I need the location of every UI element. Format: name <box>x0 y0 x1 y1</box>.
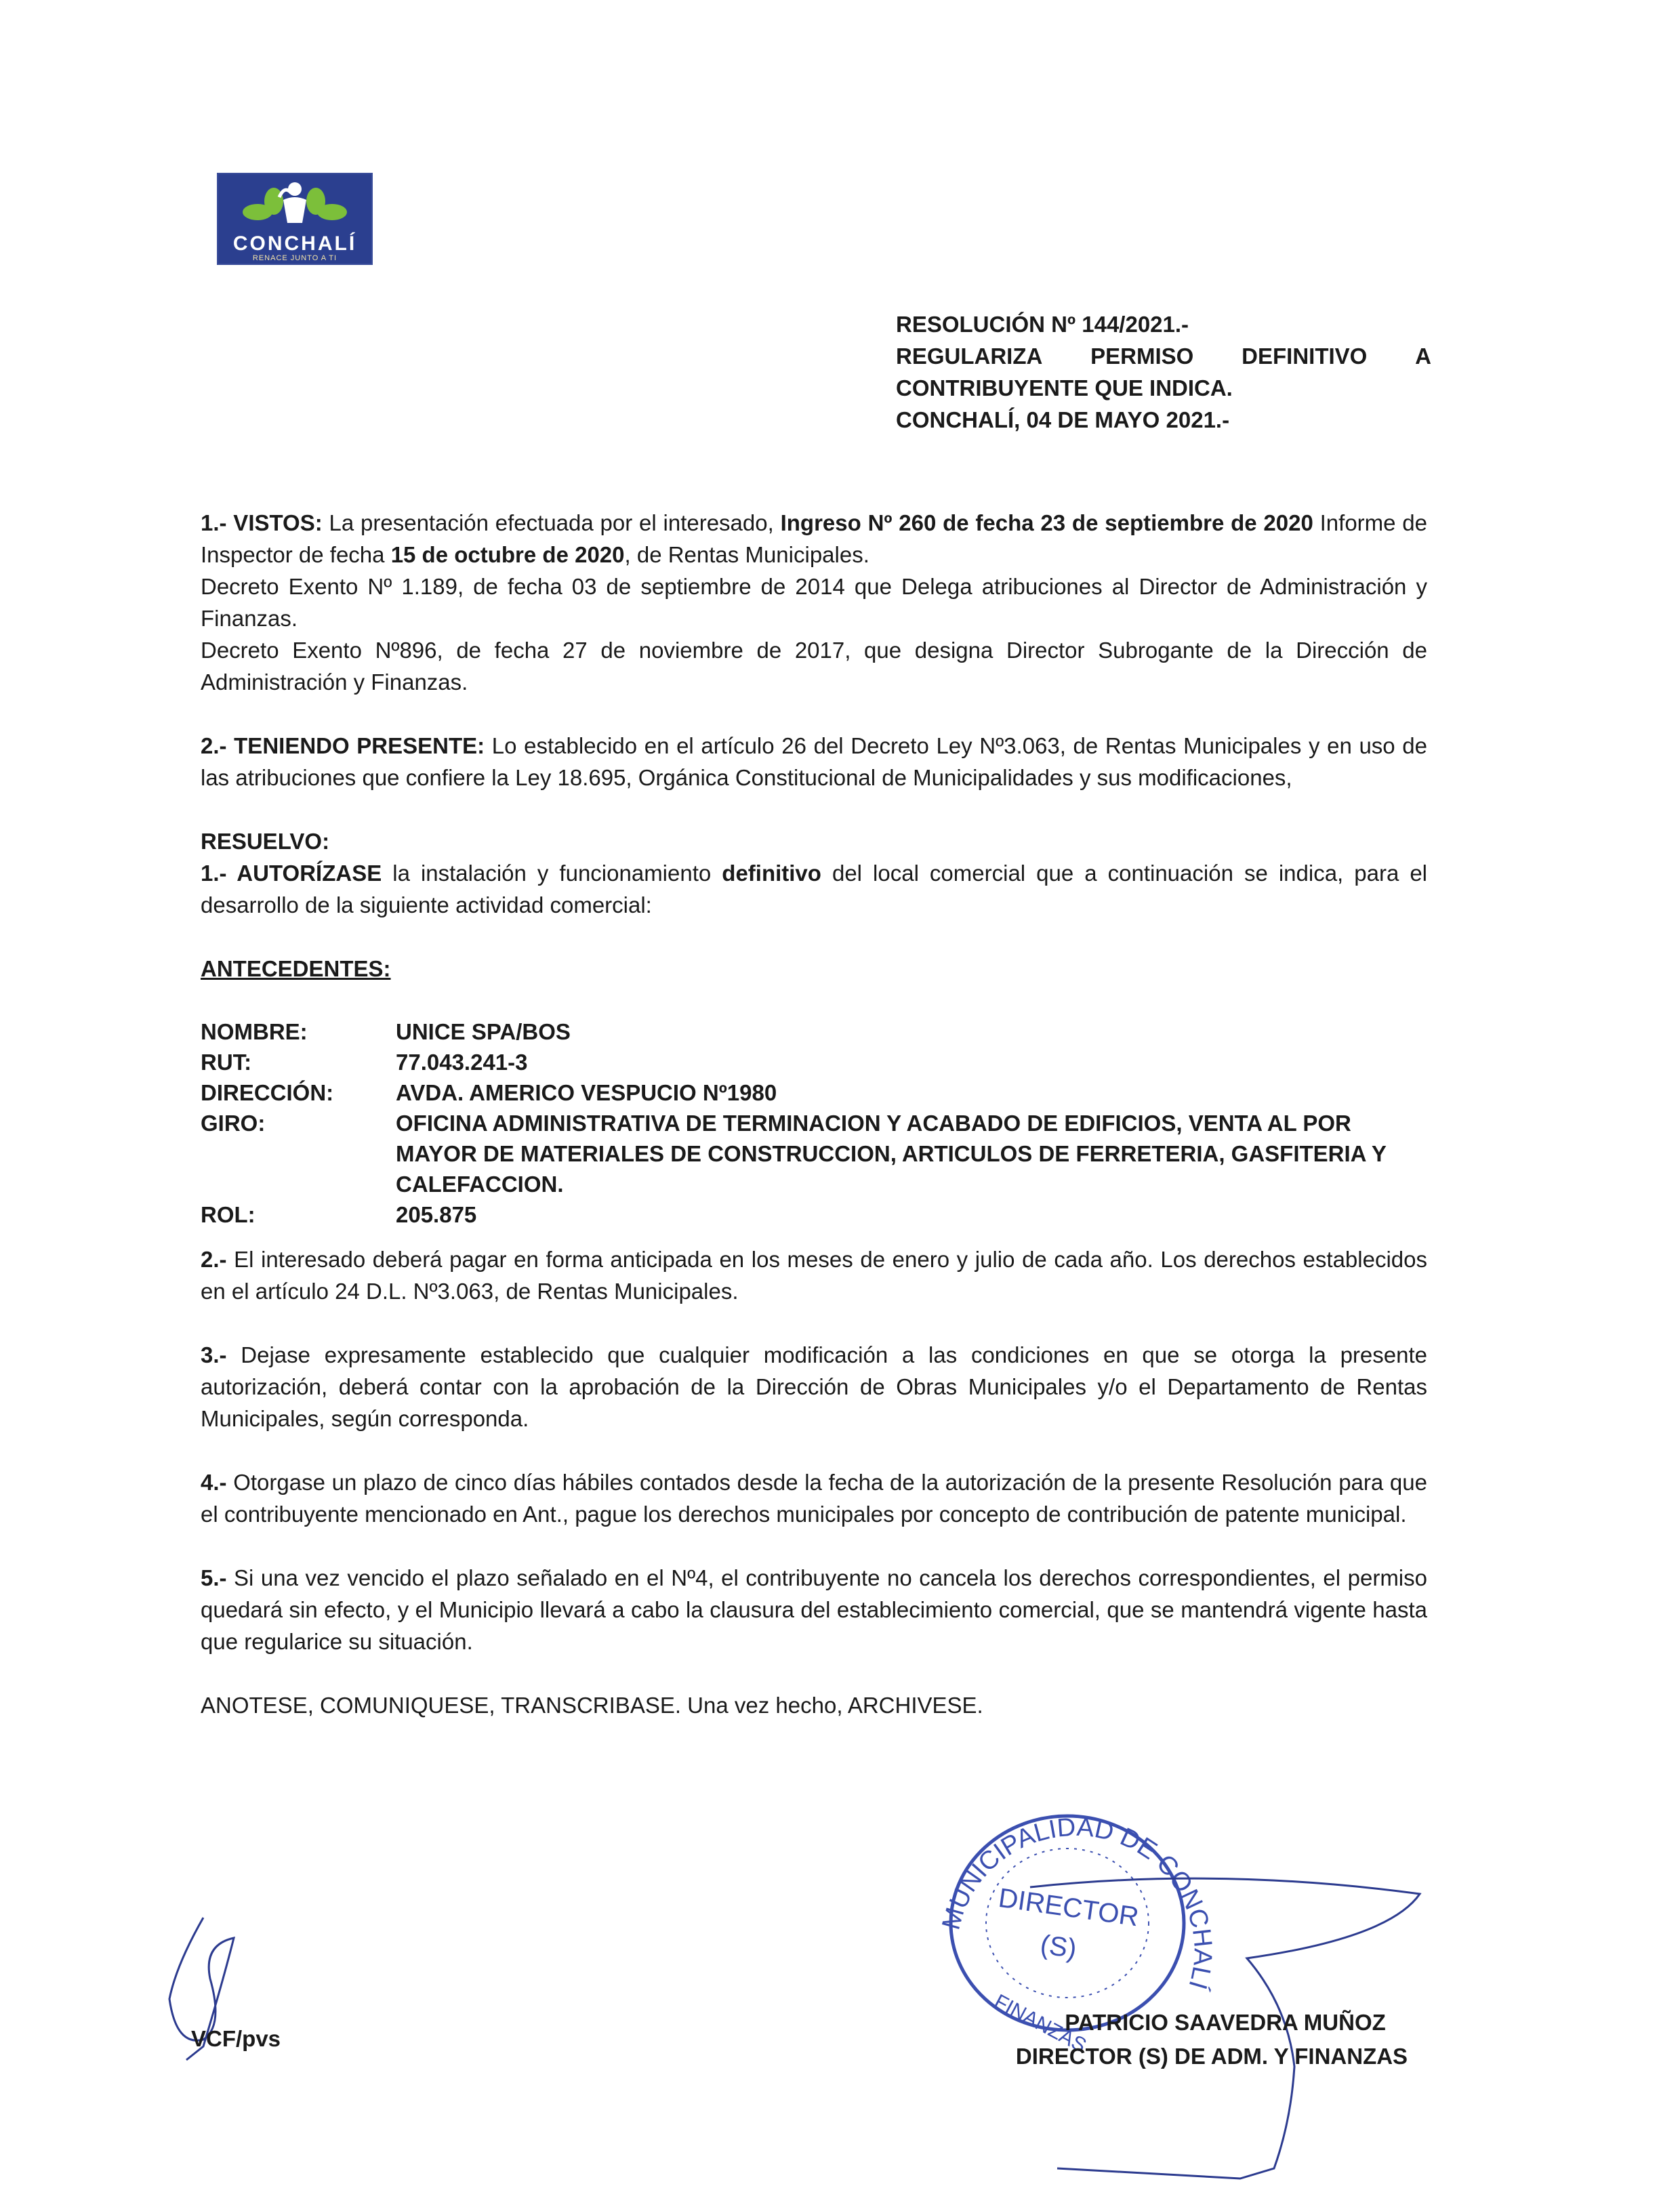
antecedentes-row <box>201 1047 1427 1077</box>
item-label: 2.- <box>201 1247 227 1272</box>
resolution-number: RESOLUCIÓN Nº 144/2021.- <box>896 312 1189 337</box>
antecedentes-key: DIRECCIÓN: <box>201 1080 334 1105</box>
stamp-inner-ring <box>986 1849 1149 1998</box>
stamp-center-sub: (S) <box>1038 1929 1079 1964</box>
antecedentes-title <box>201 953 1427 985</box>
logo-tagline: RENACE JUNTO A TI <box>252 254 337 262</box>
item-label: 4.- <box>201 1470 227 1495</box>
vistos-paragraph <box>201 507 1427 571</box>
antecedentes-row <box>201 1199 1427 1230</box>
autorizase-paragraph <box>201 857 1427 921</box>
signer-title: DIRECTOR (S) DE ADM. Y FINANZAS <box>1015 2044 1408 2069</box>
resuelvo-label: RESUELVO: <box>201 829 330 854</box>
autorizase-label: 1.- AUTORÍZASE <box>201 861 382 886</box>
subject-word: A <box>1415 344 1431 369</box>
resolution-body <box>201 507 1427 1721</box>
vistos-text: , de Rentas Municipales. <box>624 542 869 567</box>
resolution-subject-cont: CONTRIBUYENTE QUE INDICA. <box>896 375 1233 400</box>
antecedentes-key: NOMBRE: <box>201 1019 308 1044</box>
subject-word: PERMISO <box>1090 344 1194 369</box>
teniendo-text: Lo establecido en el artículo 26 del Decreto Ley Nº3.063, de Rentas Municipales y en uso de las atribuciones que confiere la Ley 18.695, Orgánica Constitucional de Municipalidades y sus modificaciones, <box>201 733 1428 790</box>
item-label: 5.- <box>201 1565 227 1590</box>
antecedentes-key: ROL: <box>201 1202 255 1227</box>
autorizase-definitivo: definitivo <box>722 861 821 886</box>
antecedentes-value: OFICINA ADMINISTRATIVA DE TERMINACION Y ACABADO DE EDIFICIOS, VENTA AL POR MAYOR DE MATERIALES DE CONSTRUCCION, ARTICULOS DE FERRETERIA, GASFITERIA Y CALEFACCION. <box>396 1111 1387 1197</box>
resolution-date: CONCHALÍ, 04 DE MAYO 2021.- <box>896 407 1230 432</box>
item-text: Dejase expresamente establecido que cualquier modificación a las condiciones en que se otorga la presente autorización, deberá contar con la aprobación de la Dirección de Obras Municipales y/o el Departamento de Rentas Municipales, según corresponda. <box>201 1342 1427 1431</box>
teniendo-label: 2.- TENIENDO PRESENTE: <box>201 733 485 758</box>
vistos-inspector-date: 15 de octubre de 2020 <box>390 542 625 567</box>
stamp-bottom-text: FINANZAS <box>990 1990 1090 2057</box>
item-paragraph <box>201 1466 1427 1530</box>
resuelvo-title <box>201 825 1427 857</box>
vistos-label: 1.- VISTOS: <box>201 510 323 535</box>
subject-word: REGULARIZA <box>896 344 1043 369</box>
item-label: 3.- <box>201 1342 227 1367</box>
item-text: Otorgase un plazo de cinco días hábiles contados desde la fecha de la autorización de la presente Resolución para que el contribuyente mencionado en Ant., pague los derechos municipales por concepto de contribución de patente municipal. <box>201 1470 1427 1527</box>
item-paragraph <box>201 1562 1427 1657</box>
vistos-decreto-2: Decreto Exento Nº896, de fecha 27 de noviembre de 2017, que designa Director Subrogante de la Dirección de Administración y Finanzas. <box>201 638 1427 695</box>
autorizase-text: la instalación y funcionamiento <box>382 861 722 886</box>
antecedentes-row <box>201 1016 1427 1047</box>
antecedentes-value: AVDA. AMERICO VESPUCIO Nº1980 <box>396 1080 777 1105</box>
antecedentes-key: RUT: <box>201 1050 252 1075</box>
vistos-ingreso: Ingreso Nº 260 de fecha 23 de septiembre de 2020 <box>780 510 1313 535</box>
antecedentes-value: UNICE SPA/BOS <box>396 1019 571 1044</box>
antecedentes-value: 77.043.241-3 <box>396 1050 528 1075</box>
item-paragraph <box>201 1339 1427 1434</box>
item-paragraph <box>201 1243 1427 1307</box>
vistos-text: Informe de Inspector de fecha <box>201 510 1428 567</box>
item-text: Si una vez vencido el plazo señalado en el Nº4, el contribuyente no cancela los derechos correspondientes, el permiso quedará sin efecto, y el Municipio llevará a cabo la clausura del establecimiento comercial, que se mantendrá vigente hasta que regularice su situación. <box>201 1565 1427 1654</box>
resolution-header <box>896 308 1431 436</box>
vistos-text: La presentación efectuada por el interesado, <box>322 510 781 535</box>
antecedentes-row <box>201 1077 1427 1108</box>
antecedentes-value: 205.875 <box>396 1202 477 1227</box>
antecedentes-heading: ANTECEDENTES: <box>201 956 391 981</box>
teniendo-paragraph <box>201 730 1427 793</box>
subject-word: DEFINITIVO <box>1242 344 1368 369</box>
stamp-ring-text: MUNICIPALIDAD DE CONCHALÍ <box>937 1813 1217 1993</box>
antecedentes-table <box>201 1016 1427 1230</box>
autorizase-text: del local comercial que a continuación se indica, para el desarrollo de la siguiente actividad comercial: <box>201 861 1428 917</box>
signer-block <box>1002 2006 1422 2073</box>
vistos-decreto-1: Decreto Exento Nº 1.189, de fecha 03 de septiembre de 2014 que Delega atribuciones al Director de Administración y Finanzas. <box>201 574 1427 631</box>
item-text: El interesado deberá pagar en forma anticipada en los meses de enero y julio de cada año. Los derechos establecidos en el artículo 24 D.L. Nº3.063, de Rentas Municipales. <box>201 1247 1427 1304</box>
logo-figure-icon <box>218 174 371 231</box>
closing-line: ANOTESE, COMUNIQUESE, TRANSCRIBASE. Una vez hecho, ARCHIVESE. <box>201 1693 983 1718</box>
conchali-logo <box>217 173 373 265</box>
antecedentes-key: GIRO: <box>201 1111 266 1136</box>
initials: VCF/pvs <box>191 2026 281 2051</box>
signer-name: PATRICIO SAAVEDRA MUÑOZ <box>1065 2010 1386 2035</box>
antecedentes-row <box>201 1108 1427 1199</box>
resolution-subject-line <box>896 340 1431 372</box>
logo-name: CONCHALÍ <box>232 232 357 255</box>
stamp-outer-ring <box>951 1816 1184 2030</box>
stamp-center-title: DIRECTOR <box>996 1882 1141 1933</box>
